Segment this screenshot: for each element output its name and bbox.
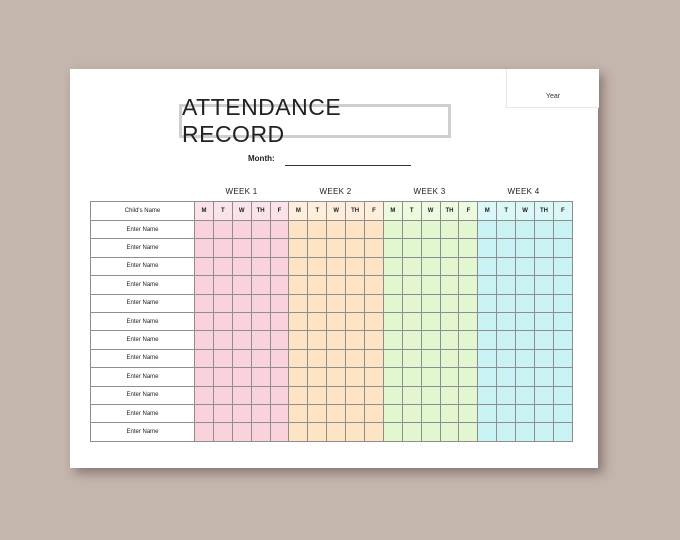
attendance-cell[interactable] xyxy=(516,312,535,330)
day-header-week1-f: F xyxy=(270,202,289,221)
attendance-cell[interactable] xyxy=(553,239,572,257)
attendance-cell[interactable] xyxy=(440,294,459,312)
attendance-cell[interactable] xyxy=(421,294,440,312)
attendance-cell[interactable] xyxy=(459,239,478,257)
attendance-cell[interactable] xyxy=(308,349,327,367)
attendance-cell[interactable] xyxy=(289,239,308,257)
attendance-cell[interactable] xyxy=(497,239,516,257)
attendance-cell[interactable] xyxy=(516,404,535,422)
table-row xyxy=(91,423,573,441)
attendance-cell[interactable] xyxy=(195,276,214,294)
attendance-cell[interactable] xyxy=(421,312,440,330)
attendance-cell[interactable] xyxy=(459,276,478,294)
attendance-cell[interactable] xyxy=(251,331,270,349)
attendance-cell[interactable] xyxy=(553,257,572,275)
attendance-cell[interactable] xyxy=(553,423,572,441)
attendance-cell[interactable] xyxy=(365,386,384,404)
attendance-cell[interactable] xyxy=(289,386,308,404)
attendance-cell[interactable] xyxy=(270,239,289,257)
attendance-cell[interactable] xyxy=(497,423,516,441)
day-header-week4-m: M xyxy=(478,202,497,221)
attendance-cell[interactable] xyxy=(270,404,289,422)
table-row xyxy=(91,221,573,239)
attendance-cell[interactable] xyxy=(535,423,554,441)
attendance-cell[interactable] xyxy=(478,257,497,275)
attendance-cell[interactable] xyxy=(346,221,365,239)
attendance-cell[interactable] xyxy=(478,312,497,330)
attendance-cell[interactable] xyxy=(440,423,459,441)
attendance-cell[interactable] xyxy=(478,294,497,312)
attendance-cell[interactable] xyxy=(497,386,516,404)
day-header-week3-th: TH xyxy=(440,202,459,221)
day-header-week1-m: M xyxy=(195,202,214,221)
attendance-cell[interactable] xyxy=(232,386,251,404)
attendance-cell[interactable] xyxy=(346,404,365,422)
attendance-cell[interactable] xyxy=(553,221,572,239)
attendance-cell[interactable] xyxy=(478,423,497,441)
child-name-cell[interactable]: Enter Name xyxy=(91,221,195,239)
attendance-cell[interactable] xyxy=(478,404,497,422)
attendance-cell[interactable] xyxy=(478,331,497,349)
child-name-cell[interactable]: Enter Name xyxy=(91,239,195,257)
attendance-cell[interactable] xyxy=(289,257,308,275)
attendance-cell[interactable] xyxy=(327,257,346,275)
attendance-cell[interactable] xyxy=(497,221,516,239)
attendance-cell[interactable] xyxy=(535,276,554,294)
attendance-cell[interactable] xyxy=(553,276,572,294)
attendance-cell[interactable] xyxy=(195,312,214,330)
attendance-cell[interactable] xyxy=(195,294,214,312)
attendance-cell[interactable] xyxy=(270,312,289,330)
attendance-cell[interactable] xyxy=(516,257,535,275)
attendance-cell[interactable] xyxy=(459,386,478,404)
attendance-cell[interactable] xyxy=(213,368,232,386)
attendance-cell[interactable] xyxy=(232,276,251,294)
attendance-cell[interactable] xyxy=(346,276,365,294)
attendance-cell[interactable] xyxy=(516,294,535,312)
day-header-week1-t: T xyxy=(213,202,232,221)
attendance-cell[interactable] xyxy=(270,276,289,294)
attendance-cell[interactable] xyxy=(195,239,214,257)
attendance-cell[interactable] xyxy=(251,221,270,239)
attendance-cell[interactable] xyxy=(402,386,421,404)
day-header-week4-t: T xyxy=(497,202,516,221)
attendance-cell[interactable] xyxy=(195,257,214,275)
attendance-cell[interactable] xyxy=(383,276,402,294)
attendance-cell[interactable] xyxy=(383,331,402,349)
attendance-cell[interactable] xyxy=(459,404,478,422)
attendance-cell[interactable] xyxy=(516,276,535,294)
week-3-label: WEEK 3 xyxy=(413,187,446,196)
attendance-cell[interactable] xyxy=(270,331,289,349)
day-header-week2-th: TH xyxy=(346,202,365,221)
attendance-cell[interactable] xyxy=(289,331,308,349)
attendance-cell[interactable] xyxy=(251,404,270,422)
attendance-cell[interactable] xyxy=(232,257,251,275)
month-label: Month: xyxy=(248,154,275,163)
day-header-week4-w: W xyxy=(516,202,535,221)
attendance-cell[interactable] xyxy=(232,368,251,386)
attendance-cell[interactable] xyxy=(232,239,251,257)
attendance-cell[interactable] xyxy=(516,221,535,239)
month-input-line[interactable] xyxy=(285,165,411,166)
attendance-cell[interactable] xyxy=(365,331,384,349)
attendance-cell[interactable] xyxy=(553,386,572,404)
attendance-cell[interactable] xyxy=(497,276,516,294)
attendance-cell[interactable] xyxy=(308,294,327,312)
attendance-cell[interactable] xyxy=(459,423,478,441)
attendance-cell[interactable] xyxy=(383,349,402,367)
attendance-cell[interactable] xyxy=(195,221,214,239)
attendance-cell[interactable] xyxy=(440,276,459,294)
day-header-week2-w: W xyxy=(327,202,346,221)
attendance-cell[interactable] xyxy=(383,368,402,386)
attendance-cell[interactable] xyxy=(440,312,459,330)
attendance-cell[interactable] xyxy=(440,386,459,404)
child-name-cell[interactable]: Enter Name xyxy=(91,257,195,275)
day-header-week2-t: T xyxy=(308,202,327,221)
attendance-cell[interactable] xyxy=(365,257,384,275)
attendance-cell[interactable] xyxy=(553,404,572,422)
attendance-cell[interactable] xyxy=(270,257,289,275)
attendance-cell[interactable] xyxy=(308,386,327,404)
attendance-cell[interactable] xyxy=(308,368,327,386)
attendance-cell[interactable] xyxy=(232,349,251,367)
attendance-cell[interactable] xyxy=(251,423,270,441)
attendance-cell[interactable] xyxy=(346,312,365,330)
attendance-cell[interactable] xyxy=(213,276,232,294)
attendance-cell[interactable] xyxy=(421,331,440,349)
attendance-cell[interactable] xyxy=(440,331,459,349)
attendance-cell[interactable] xyxy=(251,386,270,404)
attendance-cell[interactable] xyxy=(251,276,270,294)
attendance-cell[interactable] xyxy=(213,239,232,257)
attendance-cell[interactable] xyxy=(497,294,516,312)
attendance-cell[interactable] xyxy=(421,221,440,239)
attendance-cell[interactable] xyxy=(553,349,572,367)
table-row xyxy=(91,294,573,312)
attendance-cell[interactable] xyxy=(213,312,232,330)
attendance-cell[interactable] xyxy=(289,423,308,441)
attendance-cell[interactable] xyxy=(232,331,251,349)
attendance-cell[interactable] xyxy=(327,386,346,404)
attendance-cell[interactable] xyxy=(308,257,327,275)
attendance-cell[interactable] xyxy=(308,312,327,330)
attendance-cell[interactable] xyxy=(327,349,346,367)
child-name-cell[interactable]: Enter Name xyxy=(91,276,195,294)
attendance-cell[interactable] xyxy=(213,423,232,441)
attendance-cell[interactable] xyxy=(270,423,289,441)
attendance-cell[interactable] xyxy=(516,349,535,367)
attendance-cell[interactable] xyxy=(327,294,346,312)
attendance-cell[interactable] xyxy=(402,423,421,441)
attendance-cell[interactable] xyxy=(459,294,478,312)
attendance-cell[interactable] xyxy=(308,276,327,294)
attendance-cell[interactable] xyxy=(289,294,308,312)
attendance-cell[interactable] xyxy=(365,312,384,330)
child-name-cell[interactable]: Enter Name xyxy=(91,423,195,441)
week-4-label: WEEK 4 xyxy=(507,187,540,196)
attendance-cell[interactable] xyxy=(195,331,214,349)
attendance-cell[interactable] xyxy=(195,368,214,386)
attendance-cell[interactable] xyxy=(289,349,308,367)
attendance-cell[interactable] xyxy=(497,349,516,367)
day-header-week1-th: TH xyxy=(251,202,270,221)
attendance-cell[interactable] xyxy=(327,276,346,294)
table-row xyxy=(91,276,573,294)
attendance-cell[interactable] xyxy=(383,386,402,404)
attendance-cell[interactable] xyxy=(213,331,232,349)
attendance-cell[interactable] xyxy=(232,221,251,239)
attendance-cell[interactable] xyxy=(232,404,251,422)
attendance-cell[interactable] xyxy=(421,404,440,422)
attendance-cell[interactable] xyxy=(251,239,270,257)
attendance-cell[interactable] xyxy=(270,221,289,239)
attendance-cell[interactable] xyxy=(270,294,289,312)
year-label: Year xyxy=(545,93,561,100)
day-header-week4-f: F xyxy=(553,202,572,221)
attendance-cell[interactable] xyxy=(213,404,232,422)
attendance-cell[interactable] xyxy=(459,221,478,239)
attendance-cell[interactable] xyxy=(402,368,421,386)
attendance-cell[interactable] xyxy=(270,368,289,386)
attendance-cell[interactable] xyxy=(440,368,459,386)
attendance-cell[interactable] xyxy=(553,331,572,349)
attendance-cell[interactable] xyxy=(459,331,478,349)
attendance-cell[interactable] xyxy=(327,404,346,422)
day-header-week3-f: F xyxy=(459,202,478,221)
attendance-cell[interactable] xyxy=(365,221,384,239)
attendance-cell[interactable] xyxy=(346,386,365,404)
attendance-cell[interactable] xyxy=(459,257,478,275)
child-name-cell[interactable]: Enter Name xyxy=(91,404,195,422)
attendance-cell[interactable] xyxy=(308,423,327,441)
week-1-label: WEEK 1 xyxy=(225,187,258,196)
attendance-cell[interactable] xyxy=(421,239,440,257)
attendance-cell[interactable] xyxy=(365,294,384,312)
attendance-cell[interactable] xyxy=(308,331,327,349)
attendance-cell[interactable] xyxy=(497,404,516,422)
attendance-cell[interactable] xyxy=(535,239,554,257)
day-header-week1-w: W xyxy=(232,202,251,221)
table-row xyxy=(91,349,573,367)
attendance-cell[interactable] xyxy=(421,423,440,441)
attendance-cell[interactable] xyxy=(402,404,421,422)
attendance-cell[interactable] xyxy=(421,349,440,367)
attendance-cell[interactable] xyxy=(402,221,421,239)
attendance-cell[interactable] xyxy=(516,368,535,386)
attendance-cell[interactable] xyxy=(232,294,251,312)
attendance-cell[interactable] xyxy=(289,368,308,386)
attendance-cell[interactable] xyxy=(535,312,554,330)
day-header-week2-m: M xyxy=(289,202,308,221)
child-name-cell[interactable]: Enter Name xyxy=(91,331,195,349)
attendance-cell[interactable] xyxy=(365,239,384,257)
attendance-cell[interactable] xyxy=(553,312,572,330)
attendance-cell[interactable] xyxy=(232,423,251,441)
attendance-cell[interactable] xyxy=(535,257,554,275)
attendance-cell[interactable] xyxy=(365,368,384,386)
attendance-cell[interactable] xyxy=(251,294,270,312)
table-row xyxy=(91,331,573,349)
attendance-cell[interactable] xyxy=(553,294,572,312)
attendance-cell[interactable] xyxy=(402,331,421,349)
attendance-cell[interactable] xyxy=(213,294,232,312)
attendance-cell[interactable] xyxy=(478,386,497,404)
attendance-cell[interactable] xyxy=(402,257,421,275)
attendance-sheet xyxy=(70,69,598,468)
attendance-cell[interactable] xyxy=(327,312,346,330)
attendance-cell[interactable] xyxy=(421,368,440,386)
table-row xyxy=(91,404,573,422)
attendance-cell[interactable] xyxy=(478,221,497,239)
child-name-cell[interactable]: Enter Name xyxy=(91,368,195,386)
attendance-cell[interactable] xyxy=(365,276,384,294)
attendance-cell[interactable] xyxy=(383,312,402,330)
attendance-cell[interactable] xyxy=(478,349,497,367)
attendance-cell[interactable] xyxy=(365,404,384,422)
child-name-cell[interactable]: Enter Name xyxy=(91,386,195,404)
attendance-cell[interactable] xyxy=(459,349,478,367)
child-name-cell[interactable]: Enter Name xyxy=(91,349,195,367)
childs-name-header: Child's Name xyxy=(91,202,195,221)
day-header-week2-f: F xyxy=(365,202,384,221)
attendance-cell[interactable] xyxy=(308,239,327,257)
attendance-cell[interactable] xyxy=(535,294,554,312)
attendance-cell[interactable] xyxy=(535,221,554,239)
attendance-cell[interactable] xyxy=(440,221,459,239)
attendance-cell[interactable] xyxy=(195,386,214,404)
attendance-cell[interactable] xyxy=(289,221,308,239)
attendance-cell[interactable] xyxy=(402,349,421,367)
attendance-cell[interactable] xyxy=(497,368,516,386)
attendance-cell[interactable] xyxy=(459,368,478,386)
attendance-cell[interactable] xyxy=(421,386,440,404)
attendance-cell[interactable] xyxy=(327,368,346,386)
attendance-cell[interactable] xyxy=(308,404,327,422)
attendance-cell[interactable] xyxy=(289,276,308,294)
day-header-week3-w: W xyxy=(421,202,440,221)
attendance-cell[interactable] xyxy=(497,312,516,330)
attendance-cell[interactable] xyxy=(478,368,497,386)
attendance-cell[interactable] xyxy=(383,221,402,239)
attendance-cell[interactable] xyxy=(327,221,346,239)
table-row xyxy=(91,368,573,386)
attendance-cell[interactable] xyxy=(440,349,459,367)
attendance-cell[interactable] xyxy=(459,312,478,330)
attendance-cell[interactable] xyxy=(402,239,421,257)
week-2-label: WEEK 2 xyxy=(319,187,352,196)
attendance-cell[interactable] xyxy=(497,257,516,275)
attendance-cell[interactable] xyxy=(213,257,232,275)
attendance-cell[interactable] xyxy=(232,312,251,330)
attendance-cell[interactable] xyxy=(421,276,440,294)
attendance-cell[interactable] xyxy=(535,404,554,422)
page-title: ATTENDANCE RECORD xyxy=(179,104,451,138)
year-field[interactable] xyxy=(506,69,599,108)
attendance-cell[interactable] xyxy=(251,349,270,367)
attendance-cell[interactable] xyxy=(346,331,365,349)
child-name-cell[interactable]: Enter Name xyxy=(91,312,195,330)
attendance-cell[interactable] xyxy=(516,239,535,257)
table-row xyxy=(91,386,573,404)
attendance-cell[interactable] xyxy=(440,257,459,275)
table-header-row xyxy=(91,202,573,221)
child-name-cell[interactable]: Enter Name xyxy=(91,294,195,312)
attendance-cell[interactable] xyxy=(346,423,365,441)
attendance-cell[interactable] xyxy=(346,294,365,312)
attendance-cell[interactable] xyxy=(402,276,421,294)
attendance-cell[interactable] xyxy=(195,349,214,367)
attendance-cell[interactable] xyxy=(535,368,554,386)
attendance-cell[interactable] xyxy=(402,312,421,330)
attendance-cell[interactable] xyxy=(478,276,497,294)
attendance-cell[interactable] xyxy=(346,368,365,386)
attendance-cell[interactable] xyxy=(553,368,572,386)
attendance-cell[interactable] xyxy=(308,221,327,239)
attendance-cell[interactable] xyxy=(270,349,289,367)
table-row xyxy=(91,257,573,275)
attendance-cell[interactable] xyxy=(251,368,270,386)
attendance-cell[interactable] xyxy=(516,386,535,404)
attendance-cell[interactable] xyxy=(365,423,384,441)
attendance-cell[interactable] xyxy=(383,257,402,275)
attendance-cell[interactable] xyxy=(346,239,365,257)
attendance-cell[interactable] xyxy=(327,423,346,441)
attendance-cell[interactable] xyxy=(383,294,402,312)
attendance-cell[interactable] xyxy=(213,386,232,404)
table-row xyxy=(91,239,573,257)
attendance-cell[interactable] xyxy=(289,404,308,422)
attendance-cell[interactable] xyxy=(213,221,232,239)
attendance-cell[interactable] xyxy=(421,257,440,275)
table-row xyxy=(91,312,573,330)
day-header-week3-t: T xyxy=(402,202,421,221)
attendance-cell[interactable] xyxy=(516,423,535,441)
attendance-cell[interactable] xyxy=(440,239,459,257)
attendance-cell[interactable] xyxy=(346,349,365,367)
attendance-cell[interactable] xyxy=(383,404,402,422)
attendance-cell[interactable] xyxy=(195,423,214,441)
attendance-cell[interactable] xyxy=(535,331,554,349)
day-header-week4-th: TH xyxy=(535,202,554,221)
attendance-cell[interactable] xyxy=(251,312,270,330)
attendance-cell[interactable] xyxy=(327,239,346,257)
attendance-cell[interactable] xyxy=(365,349,384,367)
attendance-cell[interactable] xyxy=(383,423,402,441)
attendance-cell[interactable] xyxy=(195,404,214,422)
attendance-cell[interactable] xyxy=(516,331,535,349)
attendance-cell[interactable] xyxy=(251,257,270,275)
attendance-cell[interactable] xyxy=(478,239,497,257)
attendance-cell[interactable] xyxy=(383,239,402,257)
day-header-week3-m: M xyxy=(383,202,402,221)
attendance-cell[interactable] xyxy=(535,386,554,404)
attendance-cell[interactable] xyxy=(440,404,459,422)
attendance-cell[interactable] xyxy=(213,349,232,367)
attendance-cell[interactable] xyxy=(289,312,308,330)
attendance-cell[interactable] xyxy=(497,331,516,349)
attendance-cell[interactable] xyxy=(270,386,289,404)
attendance-cell[interactable] xyxy=(327,331,346,349)
attendance-table xyxy=(90,201,573,442)
attendance-cell[interactable] xyxy=(535,349,554,367)
attendance-cell[interactable] xyxy=(402,294,421,312)
attendance-cell[interactable] xyxy=(346,257,365,275)
